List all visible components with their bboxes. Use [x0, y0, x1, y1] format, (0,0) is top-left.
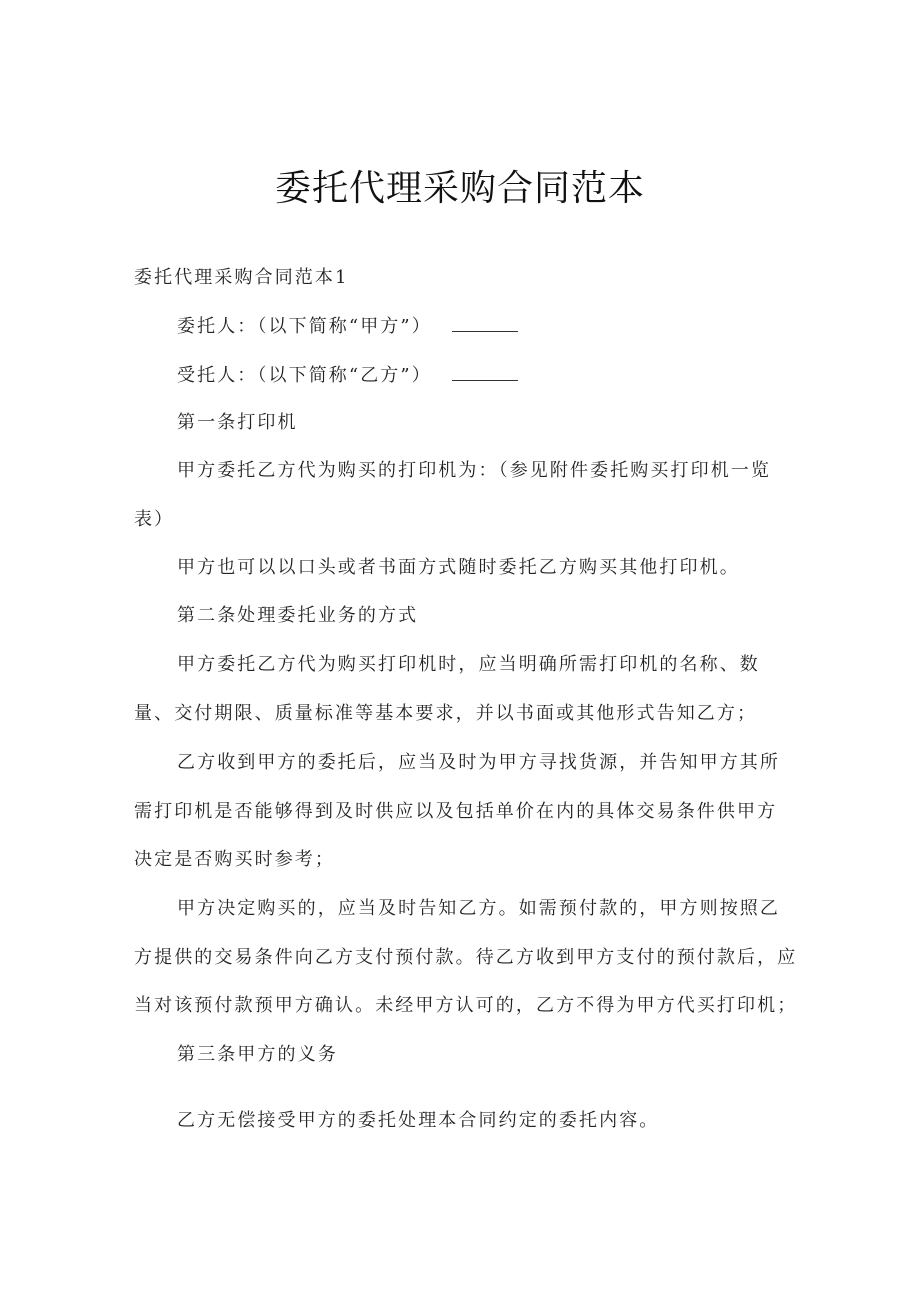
paragraph-line: 需打印机是否能够得到及时供应以及包括单价在内的具体交易条件供甲方: [134, 801, 778, 822]
paragraph-line: 方提供的交易条件向乙方支付预付款。待乙方收到甲方支付的预付款后，应: [134, 947, 798, 968]
section-heading: 委托代理采购合同范本1: [134, 267, 349, 288]
article-heading: 第三条甲方的义务: [177, 1044, 338, 1065]
article-heading: 第二条处理委托业务的方式: [177, 605, 419, 626]
party-a-label: 委托人：（以下简称“甲方”）: [177, 316, 432, 337]
party-b-line: [177, 364, 518, 388]
party-a-line: [177, 315, 518, 339]
paragraph-line: 量、交付期限、质量标准等基本要求，并以书面或其他形式告知乙方；: [134, 703, 758, 724]
paragraph-line: 表）: [134, 509, 175, 530]
party-b-blank: [452, 364, 518, 381]
paragraph-line: 甲方决定购买的，应当及时告知乙方。如需预付款的，甲方则按照乙: [177, 898, 780, 919]
document-title: 委托代理采购合同范本: [274, 168, 645, 209]
paragraph-line: 乙方收到甲方的委托后，应当及时为甲方寻找货源，并告知甲方其所: [177, 752, 780, 773]
paragraph-line: 甲方委托乙方代为购买的打印机为：（参见附件委托购买打印机一览: [177, 460, 771, 481]
paragraph-line: 甲方委托乙方代为购买打印机时，应当明确所需打印机的名称、数: [177, 654, 760, 675]
paragraph-line: 甲方也可以以口头或者书面方式随时委托乙方购买其他打印机。: [177, 557, 740, 578]
paragraph-line: 乙方无偿接受甲方的委托处理本合同约定的委托内容。: [177, 1110, 660, 1131]
paragraph-line: 决定是否购买时参考；: [134, 849, 335, 870]
article-heading: 第一条打印机: [177, 412, 298, 433]
party-a-blank: [452, 315, 518, 332]
paragraph-line: 当对该预付款预甲方确认。未经甲方认可的，乙方不得为甲方代买打印机；: [134, 995, 798, 1016]
party-b-label: 受托人：（以下简称“乙方”）: [177, 365, 432, 386]
